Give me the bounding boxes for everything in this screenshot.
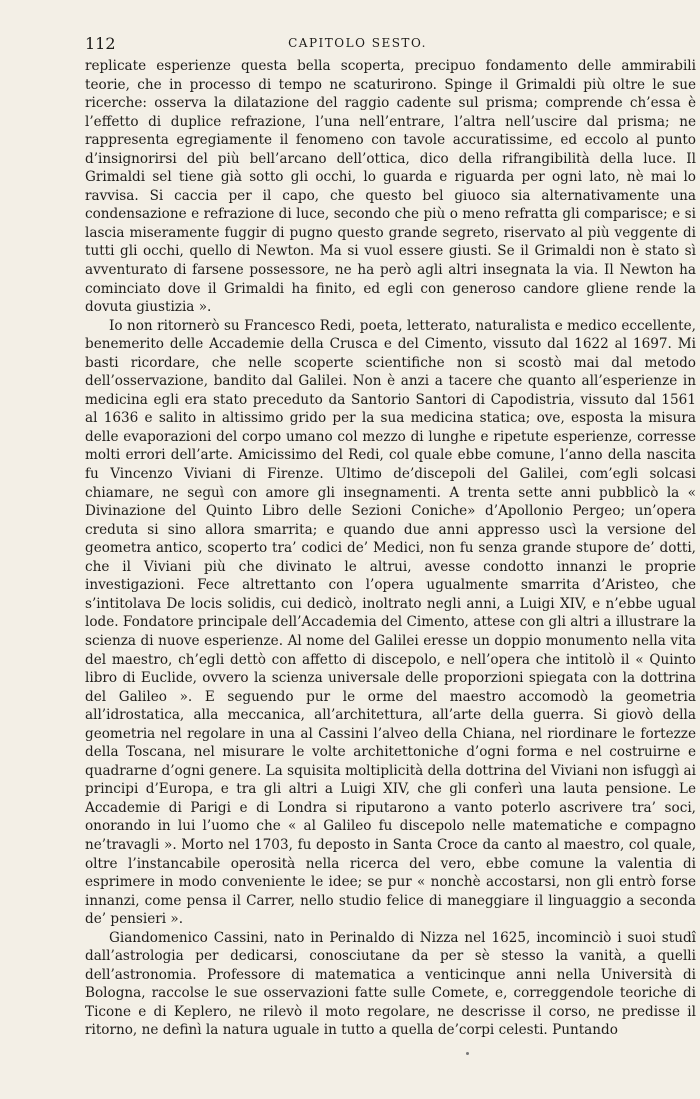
paragraph-3: Giandomenico Cassini, nato in Perinaldo di Nizza nel 1625, incominciò i suoi studî dall’astrologia per dedicarsi, conosciutane da per sè stesso la vanità, a quelli dell’astronomia. Professore di matematica a venticinque anni nella Università di Bologna, raccolse le sue osservazioni fatte sulle Comete, e, correggendole teoriche di Ticone e di Keplero, ne rilevò il moto regolare, ne descrisse il corso, ne predisse il ritorno, ne definì la natura uguale in tutto a quella de’corpi celesti. Puntando [85, 929, 696, 1039]
paper-speck [466, 1052, 469, 1055]
paragraph-1: replicate esperienze questa bella scoperta, precipuo fondamento delle ammirabili teorie, che in processo di tempo ne scaturirono. Spinge il Grimaldi più oltre le sue ricerche: osserva la dilatazione del raggio cadente sul prisma; comprende ch’essa è l’effetto di duplice refrazione, l’una nell’entrare, l’altra nell’uscire dal prisma; ne rappresenta egregiamente il fenomeno con tavole accuratissime, ed eccolo al punto d’insignorirsi del più bell’arcano dell’ottica, dico della rifrangibilità della luce. Il Grimaldi sel tiene già sotto gli occhi, lo guarda e riguarda per ogni lato, nè mai lo ravvisa. Si caccia per il capo, che questo bel giuoco sia alternativamente una condensazione e refrazione di luce, secondo che più o meno refratta gli comparisce; e si lascia miseramente fuggir di pugno questo grande segreto, riservato al più veggente di tutti gli occhi, quello di Newton. Ma si vuol essere giusti. Se il Grimaldi non è stato sì avventurato di farsene possessore, ne ha però agli altri insegnata la via. Il Newton ha cominciato dove il Grimaldi ha finito, ed egli con generoso candore gliene rende la dovuta giustizia ». [85, 58, 696, 316]
running-title: CAPITOLO SESTO. [288, 36, 427, 50]
paragraph-2: Io non ritornerò su Francesco Redi, poeta, letterato, naturalista e medico eccellente, benemerito delle Accademie della Crusca e del Cimento, vissuto dal 1622 al 1697. Mi basti ricordare, che nelle scoperte scientifiche non si scostò mai dal metodo dell’osservazione, bandito dal Galilei. Non è anzi a tacere che quanto all’esperienze in medicina egli era stato preceduto da Santorio Santori di Capodistria, vissuto dal 1561 al 1636 e salito in altissimo grido per la sua medicina statica; ove, esposta la misura delle evaporazioni del corpo umano col mezzo di lunghe e ripetute esperienze, corresse molti errori dell’arte. Amicissimo del Redi, col quale ebbe comune, l’anno della nascita fu Vincenzo Viviani di Firenze. Ultimo de’discepoli del Galilei, com’egli solcasi chiamare, ne seguì con amore gli insegnamenti. A trenta sette anni pubblicò la « Divinazione del Quinto Libro delle Sezioni Coniche» d’Apollonio Pergeo; un’opera creduta si sino allora smarrita; e quando due anni appresso uscì la versione del geometra antico, scoperto tra’ codici de’ Medici, non fu senza grande stupore de’ dotti, che il Viviani più che divinato le altrui, avesse condotto innanzi le proprie investigazioni. Fece altrettanto con l’opera ugualmente smarrita d’Aristeo, che s’intitolava De locis solidis, cui dedicò, inoltrato negli anni, a Luigi XIV, e n’ebbe ugual lode. Fondatore principale dell’Accademia del Cimento, attese con gli altri a illustrare la scienza di nuove esperienze. Al nome del Galilei eresse un doppio monumento nella vita del maestro, ch’egli dettò con affetto di discepolo, e nell’opera che intitolò il « Quinto libro di Euclide, ovvero la scienza universale delle proporzioni spiegata con la dottrina del Galileo ». E seguendo pur le orme del maestro accomodò la geometria all’idrostatica, alla meccanica, all’architettura, all’arte della guerra. Si giovò della geometria nel regolare in una al Cassini l’alveo della Chiana, nel riordinare le fortezze della Toscana, nel misurare le volte architettoniche d’ogni forma e nel costruirne e quadrarne d’ogni genere. La squisita moltiplicità della dottrina del Viviani non isfuggì ai principi d’Europa, e tra gli altri a Luigi XIV, che gli conferì una lauta pensione. Le Accademie di Parigi e di Londra si riputarono a vanto poterlo ascrivere tra’ soci, onorando in lui l’uomo che « al Galileo fu discepolo nelle matematiche e compagno ne’travagli ». Morto nel 1703, fu deposto in Santa Croce da canto al maestro, col quale, oltre l’instancabile operosità nella ricerca del vero, ebbe comune la valentia di esprimere in modo conveniente le idee; se pur « nonchè accostarsi, non gli entrò forse innanzi, come pensa il Carrer, nello studio felice di maneggiare il linguaggio a seconda de’ pensieri ». [85, 317, 696, 928]
page-header [85, 34, 630, 56]
page-number: 112 [85, 34, 116, 53]
body-text [85, 57, 696, 1040]
